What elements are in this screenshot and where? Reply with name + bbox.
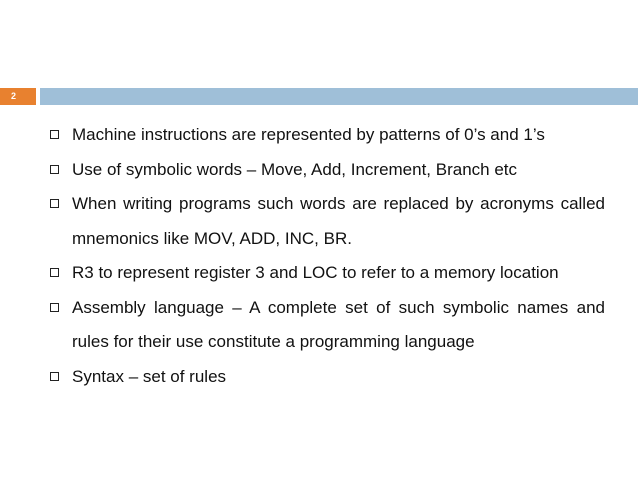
header-bar	[40, 88, 638, 105]
checkbox-square-icon	[50, 130, 59, 139]
bullet-text: Assembly language – A complete set of such symbolic names and rules for their use constitute a programming language	[72, 297, 605, 351]
checkbox-square-icon	[50, 199, 59, 208]
slide-number	[0, 88, 36, 105]
checkbox-square-icon	[50, 268, 59, 277]
bullet-text: Use of symbolic words – Move, Add, Increment, Branch etc	[72, 159, 518, 179]
list-item	[48, 187, 605, 256]
bullet-text: Syntax – set of rules	[72, 366, 227, 386]
bullet-text: Machine instructions are represented by patterns of 0’s and 1’s	[72, 125, 545, 144]
list-item	[48, 256, 605, 291]
list-item	[48, 360, 605, 395]
bullet-list	[48, 118, 605, 394]
list-item	[48, 153, 605, 188]
checkbox-square-icon	[50, 303, 59, 312]
bullet-text: R3 to represent register 3 and LOC to refer to a memory location	[72, 263, 559, 282]
bullet-text: When writing programs such words are replaced by acronyms called mnemonics like MOV, ADD, INC, BR.	[72, 194, 605, 248]
slide-number-text: 2	[11, 91, 17, 101]
checkbox-square-icon	[50, 165, 59, 174]
list-item	[48, 118, 605, 153]
checkbox-square-icon	[50, 372, 59, 381]
list-item	[48, 291, 605, 360]
